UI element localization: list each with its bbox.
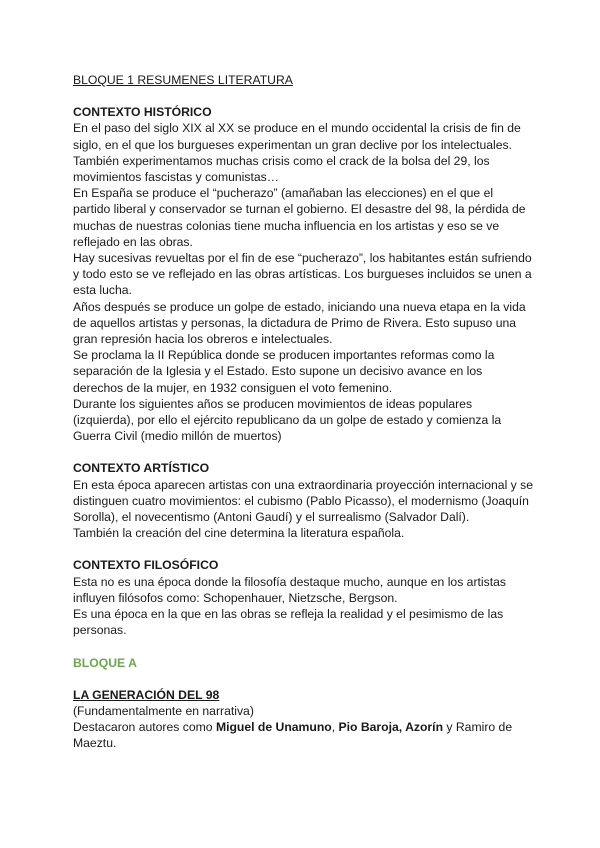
paragraph: Años después se produce un golpe de estado, iniciando una nueva etapa en la vida de aquellos artistas y personas, la dictadura de Primo de Rivera. Esto supuso una gran represión hacia los obreros e intelectuales. <box>73 299 526 347</box>
section-heading-filosofico: CONTEXTO FILOSÓFICO <box>73 558 219 573</box>
spacer <box>73 541 533 557</box>
paragraph: Hay sucesivas revueltas por el fin de ese “pucherazo”, los habitantes están sufriendo y todo esto se ve reflejado en las obras artísticas. Los burgueses incluidos se unen a esta lucha. <box>73 251 532 298</box>
authors-intro: Destacaron autores como <box>73 720 216 735</box>
author-baroja-azorin: Pio Baroja, Azorín <box>338 720 444 735</box>
paragraph: También la creación del cine determina la literatura española. <box>73 526 405 541</box>
section-heading-historico: CONTEXTO HISTÓRICO <box>73 105 212 120</box>
authors-separator: , <box>331 720 339 735</box>
paragraph: También experimentamos muchas crisis como el crack de la bolsa del 29, los movimientos fascistas y comunistas… <box>73 153 490 185</box>
section-heading-artistico: CONTEXTO ARTÍSTICO <box>73 461 210 476</box>
authors-outro: y Ramiro de Maeztu. <box>73 720 513 751</box>
paragraph: En España se produce el “pucherazo” (amañaban las elecciones) en el que el partido liberal y conservador se turnan el gobierno. El desastre del 98, la pérdida de muchas de nuestras colonias tiene mucha influencia en los artistas y eso se ve reflejado en las obras. <box>73 186 526 249</box>
paragraph: En el paso del siglo XIX al XX se produce en el mundo occidental la crisis de fin de siglo, en el que los burgueses experimentan un gran declive por los intelectuales. <box>73 121 521 152</box>
document-body <box>73 72 533 752</box>
author-unamuno: Miguel de Unamuno <box>215 720 332 735</box>
spacer <box>73 444 533 460</box>
paragraph: Es una época en la que en las obras se refleja la realidad y el pesimismo de las personas. <box>73 607 504 638</box>
spacer <box>73 671 533 687</box>
generacion-note: (Fundamentalmente en narrativa) <box>73 703 254 718</box>
bloque-a-heading: BLOQUE A <box>73 655 137 670</box>
document-title: BLOQUE 1 RESUMENES LITERATURA <box>73 73 293 87</box>
paragraph: En esta época aparecen artistas con una extraordinaria proyección internacional y se distinguen cuatro movimientos: el cubismo (Pablo Picasso), el modernismo (Joaquín Sorolla), el novecentismo (Antoni Gaudí) y el surrealismo (Salvador Dalí). <box>73 477 534 525</box>
paragraph: Durante los siguientes años se producen movimientos de ideas populares (izquierda), por ello el ejército republicano da un golpe de estado y comienza la Guerra Civil (medio millón de muertos) <box>73 396 502 444</box>
generacion-heading: LA GENERACIÓN DEL 98 <box>73 687 220 702</box>
spacer <box>73 639 533 655</box>
paragraph: Se proclama la II República donde se producen importantes reformas como la separación de la Iglesia y el Estado. Esto supone un decisivo avance en los derechos de la mujer, en 1932 consiguen el voto femenino. <box>73 348 495 395</box>
generacion-authors <box>73 719 533 751</box>
paragraph: Esta no es una época donde la filosofía destaque mucho, aunque en los artistas influyen filósofos como: Schopenhauer, Nietzsche, Bergson. <box>73 574 506 605</box>
